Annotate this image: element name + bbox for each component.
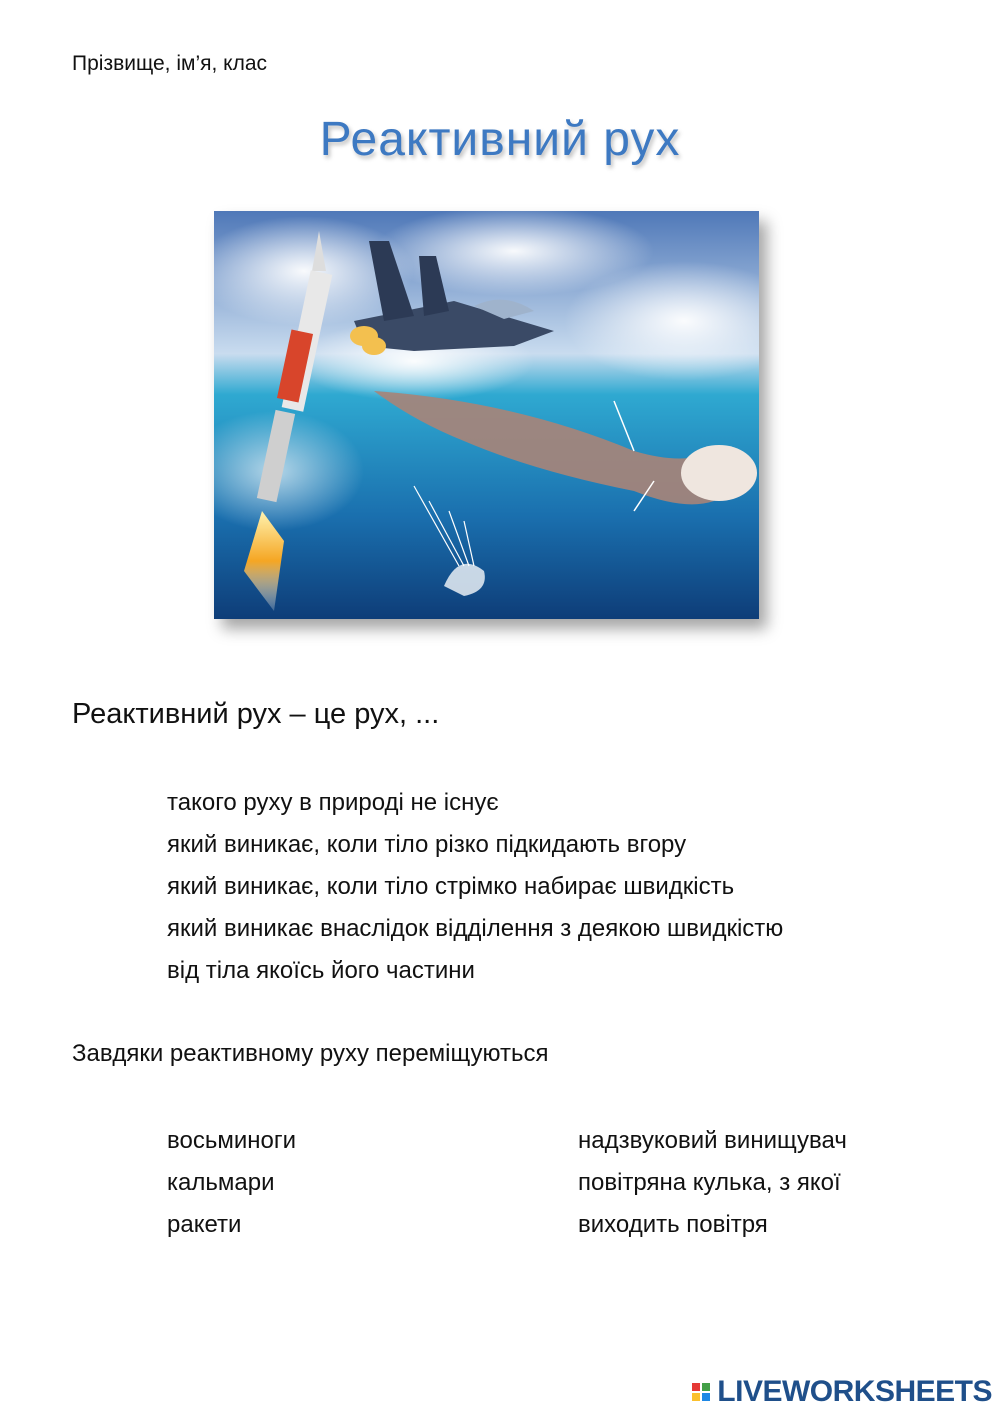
illustration-image <box>214 211 759 619</box>
logo-square <box>692 1393 700 1401</box>
name-class-label: Прізвище, ім’я, клас <box>72 52 268 75</box>
question2-right-options <box>578 1120 847 1246</box>
question1-option[interactable]: такого руху в природі не існує <box>167 789 499 816</box>
liveworksheets-logo <box>691 1372 992 1412</box>
question2-option[interactable]: восьминоги <box>167 1127 296 1154</box>
question1-option[interactable]: який виникає, коли тіло різко підкидають вгору <box>167 831 687 858</box>
logo-text: LIVEWORKSHEETS <box>717 1375 992 1408</box>
logo-square <box>702 1383 710 1391</box>
question2-prompt: Завдяки реактивному руху переміщуються <box>72 1040 549 1067</box>
question2-option[interactable]: ракети <box>167 1211 242 1238</box>
question2-option[interactable]: надзвуковий винищувач <box>578 1127 847 1154</box>
question2-option[interactable]: виходить повітря <box>578 1211 768 1238</box>
logo-squares-icon <box>691 1382 713 1402</box>
question1-prompt: Реактивний рух – це рух, ... <box>72 698 440 730</box>
question2-left-options <box>167 1120 296 1246</box>
question1-option[interactable]: від тіла якоїсь його частини <box>167 957 475 984</box>
logo-square <box>702 1393 710 1401</box>
question1-option[interactable]: який виникає, коли тіло стрімко набирає швидкість <box>167 873 735 900</box>
question1-option[interactable]: який виникає внаслідок відділення з деякою швидкістю <box>167 915 784 942</box>
question2-option[interactable]: повітряна кулька, з якої <box>578 1169 841 1196</box>
logo-square <box>692 1383 700 1391</box>
page-title: Реактивний рух <box>319 113 681 166</box>
jet-propulsion-illustration <box>214 211 759 619</box>
question2-option[interactable]: кальмари <box>167 1169 275 1196</box>
